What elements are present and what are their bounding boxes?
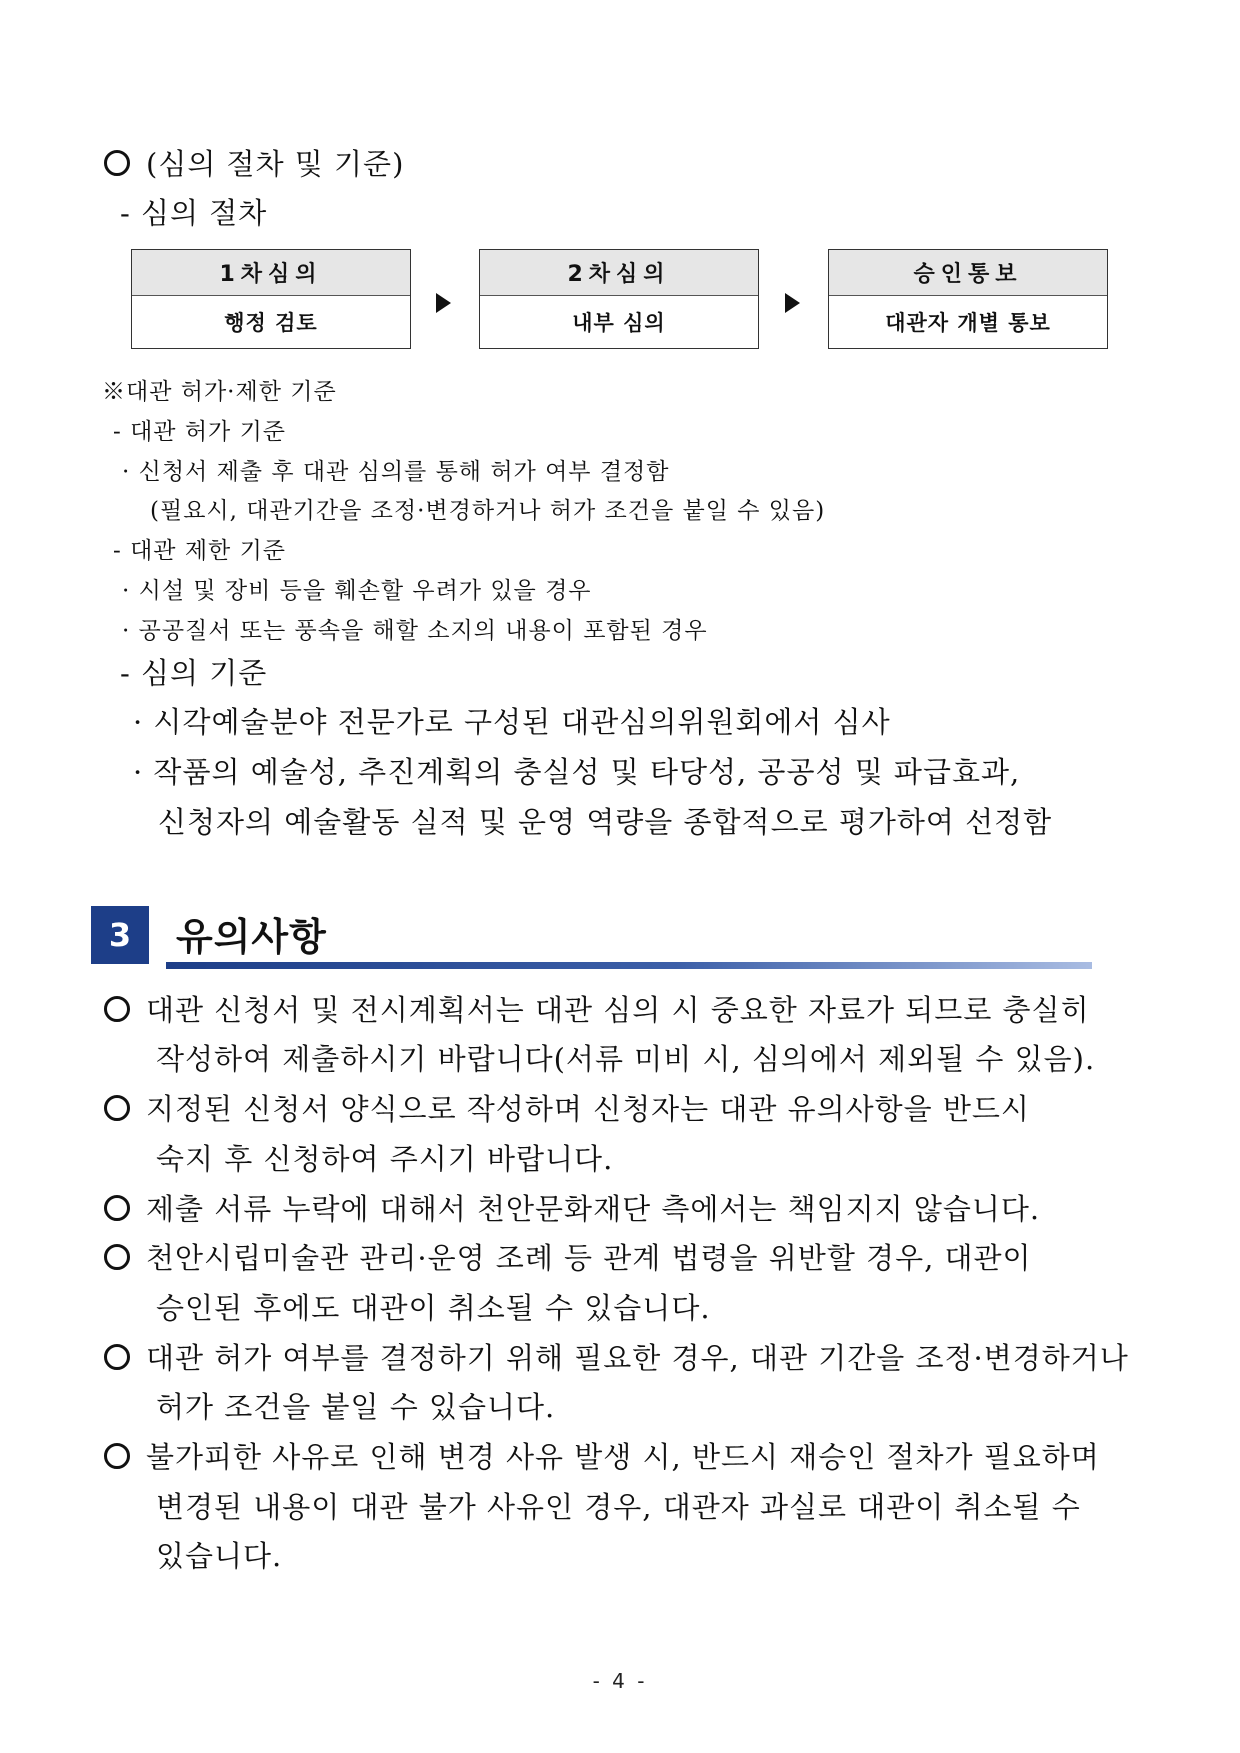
notice-item bbox=[104, 1187, 1040, 1228]
circle-bullet-icon bbox=[104, 1344, 130, 1370]
notice-item bbox=[104, 1435, 1100, 1476]
notice-cont: 숙지 후 신청하여 주시기 바랍니다. bbox=[156, 1142, 614, 1176]
notice-item bbox=[104, 988, 1090, 1029]
circle-bullet-icon bbox=[104, 996, 130, 1022]
step-desc: 행정 검토 bbox=[224, 311, 318, 335]
notice-item bbox=[104, 1336, 1129, 1377]
circle-bullet-icon bbox=[104, 1244, 130, 1270]
notice-text: 대관 허가 여부를 결정하기 위해 필요한 경우, 대관 기간을 조정·변경하거나 bbox=[146, 1341, 1129, 1375]
circle-bullet-icon bbox=[104, 150, 130, 176]
notice-text: 제출 서류 누락에 대해서 천안문화재단 측에서는 책임지지 않습니다. bbox=[146, 1192, 1041, 1226]
restrict-item: · 시설 및 장비 등을 훼손할 우려가 있을 경우 bbox=[122, 578, 592, 604]
procedure-heading bbox=[104, 142, 404, 183]
review-item-cont: 신청자의 예술활동 실적 및 운영 역량을 종합적으로 평가하여 선정함 bbox=[158, 805, 1053, 839]
circle-bullet-icon bbox=[104, 1195, 130, 1221]
permit-item: · 신청서 제출 후 대관 심의를 통해 허가 여부 결정함 bbox=[122, 459, 670, 485]
arrow-right-icon bbox=[785, 293, 800, 313]
step-box-3 bbox=[828, 249, 1108, 349]
section-underline bbox=[166, 962, 1092, 969]
permit-item: (필요시, 대관기간을 조정·변경하거나 허가 조건을 붙일 수 있음) bbox=[150, 498, 826, 524]
circle-bullet-icon bbox=[104, 1095, 130, 1121]
notice-text: 지정된 신청서 양식으로 작성하며 신청자는 대관 유의사항을 반드시 bbox=[146, 1092, 1030, 1126]
page-number: - 4 - bbox=[592, 1669, 648, 1693]
arrow-right-icon bbox=[436, 293, 451, 313]
notice-cont: 허가 조건을 붙일 수 있습니다. bbox=[156, 1390, 556, 1424]
circle-bullet-icon bbox=[104, 1443, 130, 1469]
review-item: · 작품의 예술성, 추진계획의 충실성 및 타당성, 공공성 및 파급효과, bbox=[133, 755, 1021, 789]
notice-cont: 있습니다. bbox=[156, 1539, 283, 1573]
notice-text: 불가피한 사유로 인해 변경 사유 발생 시, 반드시 재승인 절차가 필요하며 bbox=[146, 1440, 1100, 1474]
review-item: · 시각예술분야 전문가로 구성된 대관심의위원회에서 심사 bbox=[133, 705, 891, 739]
notice-text: 천안시립미술관 관리·운영 조례 등 관계 법령을 위반할 경우, 대관이 bbox=[146, 1241, 1032, 1275]
section-number: 3 bbox=[91, 906, 149, 964]
step-box-1 bbox=[131, 249, 411, 349]
notice-item bbox=[104, 1236, 1032, 1277]
step-title: 1차심의 bbox=[132, 250, 410, 296]
restrict-title: - 대관 제한 기준 bbox=[113, 538, 287, 564]
criteria-note-title: ※대관 허가·제한 기준 bbox=[102, 379, 337, 405]
step-desc: 대관자 개별 통보 bbox=[885, 311, 1051, 335]
notice-item bbox=[104, 1087, 1030, 1128]
notice-cont: 승인된 후에도 대관이 취소될 수 있습니다. bbox=[156, 1291, 711, 1325]
procedure-subheading: - 심의 절차 bbox=[120, 196, 268, 230]
restrict-item: · 공공질서 또는 풍속을 해할 소지의 내용이 포함된 경우 bbox=[122, 618, 708, 644]
notice-cont: 변경된 내용이 대관 불가 사유인 경우, 대관자 과실로 대관이 취소될 수 bbox=[156, 1490, 1081, 1524]
review-title: - 심의 기준 bbox=[120, 656, 268, 690]
step-title: 2차심의 bbox=[480, 250, 758, 296]
permit-title: - 대관 허가 기준 bbox=[113, 419, 287, 445]
section-title: 유의사항 bbox=[176, 915, 327, 959]
step-box-2 bbox=[479, 249, 759, 349]
step-desc: 내부 심의 bbox=[572, 311, 666, 335]
step-title: 승인통보 bbox=[829, 250, 1107, 296]
notice-text: 대관 신청서 및 전시계획서는 대관 심의 시 중요한 자료가 되므로 충실히 bbox=[146, 993, 1090, 1027]
procedure-heading-text: (심의 절차 및 기준) bbox=[146, 147, 405, 181]
notice-cont: 작성하여 제출하시기 바랍니다(서류 미비 시, 심의에서 제외될 수 있음). bbox=[156, 1042, 1096, 1076]
